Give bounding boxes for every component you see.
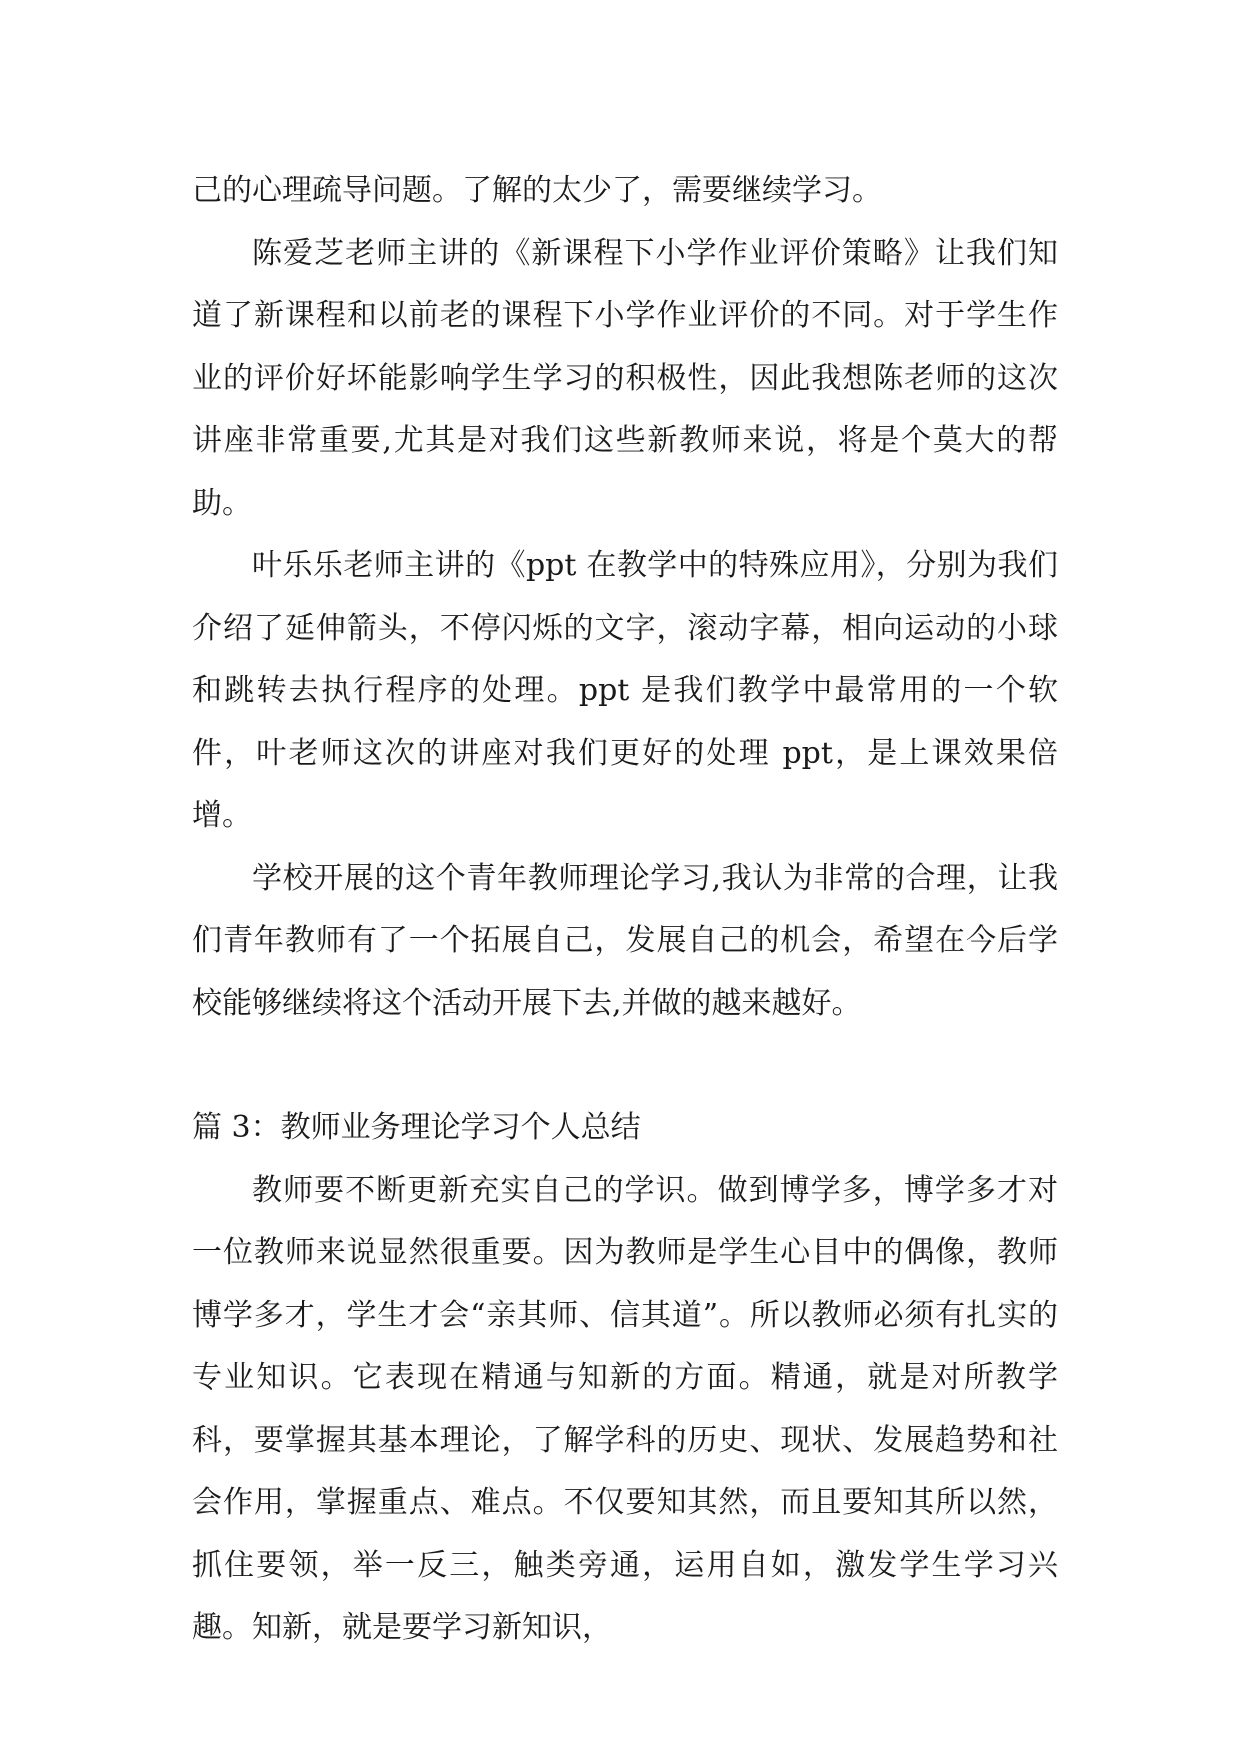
paragraph-2: 陈爱芝老师主讲的《新课程下小学作业评价策略》让我们知道了新课程和以前老的课程下小学作业评价的不同。对于学生作业的评价好坏能影响学生学习的积极性，因此我想陈老师的这次讲座非常重要,尤其是对我们这些新教师来说，将是个莫大的帮助。: [192, 235, 1058, 521]
paragraph-1: 己的心理疏导问题。了解的太少了，需要继续学习。: [192, 173, 882, 208]
document-body: [192, 160, 1058, 1660]
paragraph-4: 学校开展的这个青年教师理论学习,我认为非常的合理，让我们青年教师有了一个拓展自己，发展自己的机会，希望在今后学校能够继续将这个活动开展下去,并做的越来越好。: [192, 860, 1058, 1021]
paragraph-3: 叶乐乐老师主讲的《ppt 在教学中的特殊应用》，分别为我们介绍了延伸箭头，不停闪烁的文字，滚动字幕，相向运动的小球和跳转去执行程序的处理。ppt 是我们教学中最常用的一个软件，叶老师这次的讲座对我们更好的处理 ppt，是上课效果倍增。: [192, 548, 1058, 833]
section-paragraph-1: 教师要不断更新充实自己的学识。做到博学多，博学多才对一位教师来说显然很重要。因为教师是学生心目中的偶像，教师博学多才，学生才会“亲其师、信其道”。所以教师必须有扎实的专业知识。它表现在精通与知新的方面。精通，就是对所教学科，要掌握其基本理论，了解学科的历史、现状、发展趋势和社会作用，掌握重点、难点。不仅要知其然，而且要知其所以然，抓住要领，举一反三，触类旁通，运用自如，激发学生学习兴趣。知新，就是要学习新知识，: [192, 1172, 1058, 1645]
section-title: 篇 3：教师业务理论学习个人总结: [192, 1110, 641, 1145]
